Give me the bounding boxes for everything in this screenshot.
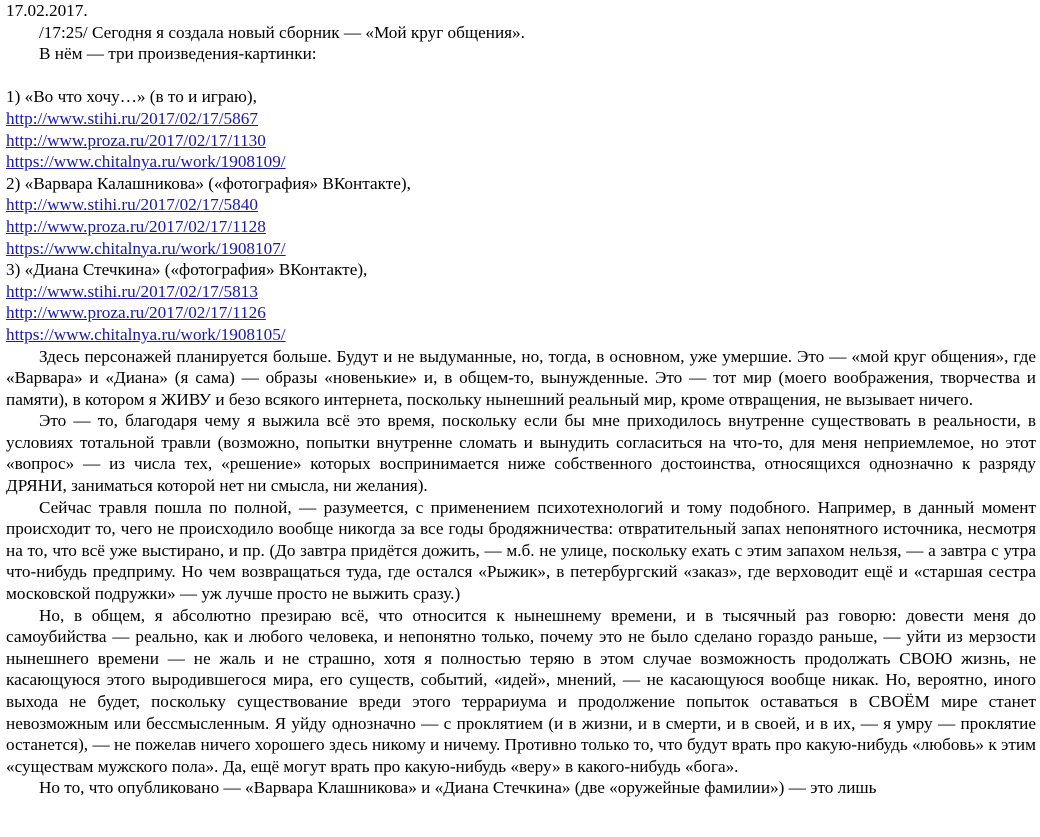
date-line: 17.02.2017. — [6, 1, 88, 20]
work-title: 1) «Во что хочу…» (в то и играю), — [6, 87, 257, 107]
proza-link[interactable]: http://www.proza.ru/2017/02/17/1128 — [6, 216, 266, 236]
chitalnya-link[interactable]: https://www.chitalnya.ru/work/1908107/ — [6, 238, 286, 258]
work-item — [6, 259, 1036, 345]
blank-line — [6, 65, 1036, 87]
paragraph: Здесь персонажей планируется больше. Будут и не выдуманные, но, тогда, в основном, уже умершие. Это — «мой круг общения», где «Варвара» и «Диана» (я сама) — образы «новенькие» и, в общем-то, вынужденные. Это — тот мир (моего воображения, творчества и памяти), в котором я ЖИВУ и безо всякого интернета, поскольку нынешний реальный мир, кроме отвращения, не вызывает ничего. — [6, 346, 1036, 409]
paragraph: Сейчас травля пошла по полной, — разумеется, с применением психотехнологий и тому подобного. Например, в данный момент происходит то, чего не происходило вообще никогда за все годы бродяжничества: отвратительный запах непонятного источника, несмотря на то, что всё уже выстирано, и пр. (До завтра придётся дожить, — м.б. не улице, поскольку ехать с этим запахом нельзя, — а завтра с утра что-нибудь предприму. Но чем возвращаться туда, где остался «Рыжик», в петербургский «заказ», где верховодит ещё и «старшая сестра московской подружки» — уж лучше просто не выжить сразу.) — [6, 497, 1036, 604]
paragraph: Это — то, благодаря чему я выжила всё это время, поскольку если бы мне приходилось внутренне существовать в реальности, в условиях тотальной травли (возможно, попытки внутренне сломать и вынудить согласиться на что-то, для меня неприемлемое, но этот «вопрос» — из числа тех, «решение» которых воспринимается ниже собственного достоинства, относящихся однозначно к разряду ДРЯНИ, заниматься которой нет ни смысла, ни желания). — [6, 411, 1036, 496]
chitalnya-link[interactable]: https://www.chitalnya.ru/work/1908109/ — [6, 152, 286, 172]
work-title: 3) «Диана Стечкина» («фотография» ВКонтакте), — [6, 260, 368, 280]
intro-line-2: В нём — три произведения-картинки: — [39, 44, 317, 64]
intro-line: /17:25/ Сегодня я создала новый сборник — «Мой круг общения». — [39, 22, 525, 42]
work-item — [6, 86, 1036, 172]
paragraph: Но то, что опубликовано — «Варвара Клашникова» и «Диана Стечкина» (две «оружейные фамилии») — это лишь — [39, 778, 877, 798]
paragraph: Но, в общем, я абсолютно презираю всё, что относится к нынешнему времени, и в тысячный раз говорю: довести меня до самоубийства — реально, как и любого человека, и непонятно только, почему это не было сделано гораздо раньше, — уйти из мерзости нынешнего времени — не жаль и не страшно, хотя я полностью теряю в этом случае возможность продолжать СВОЮ жизнь, не касающуюся этого выродившегося мира, его существ, событий, «идей», мнений, — не касающуюся вообще никак. Но, вероятно, иного выхода не будет, поскольку существование вреди этого террариума и продолжение попыток оставаться в СВОЁМ мире станет невозможным или бессмысленным. Я уйду однозначно — с проклятием (и в жизни, и в смерти, и в своей, и в их, — я умру — проклятие останется), — не пожелав ничего хорошего здесь никому и ничему. Противно только то, что будут врать про какую-нибудь «любовь» к этим «существам мужского пола». Да, ещё могут врать про какую-нибудь «веру» в какого-нибудь «бога». — [6, 605, 1036, 776]
proza-link[interactable]: http://www.proza.ru/2017/02/17/1126 — [6, 303, 266, 323]
stihi-link[interactable]: http://www.stihi.ru/2017/02/17/5813 — [6, 281, 258, 301]
chitalnya-link[interactable]: https://www.chitalnya.ru/work/1908105/ — [6, 324, 286, 344]
proza-link[interactable]: http://www.proza.ru/2017/02/17/1130 — [6, 130, 266, 150]
stihi-link[interactable]: http://www.stihi.ru/2017/02/17/5840 — [6, 195, 258, 215]
stihi-link[interactable]: http://www.stihi.ru/2017/02/17/5867 — [6, 108, 258, 128]
document-body — [6, 0, 1036, 799]
work-title: 2) «Варвара Калашникова» («фотография» ВКонтакте), — [6, 173, 411, 193]
work-item — [6, 173, 1036, 259]
